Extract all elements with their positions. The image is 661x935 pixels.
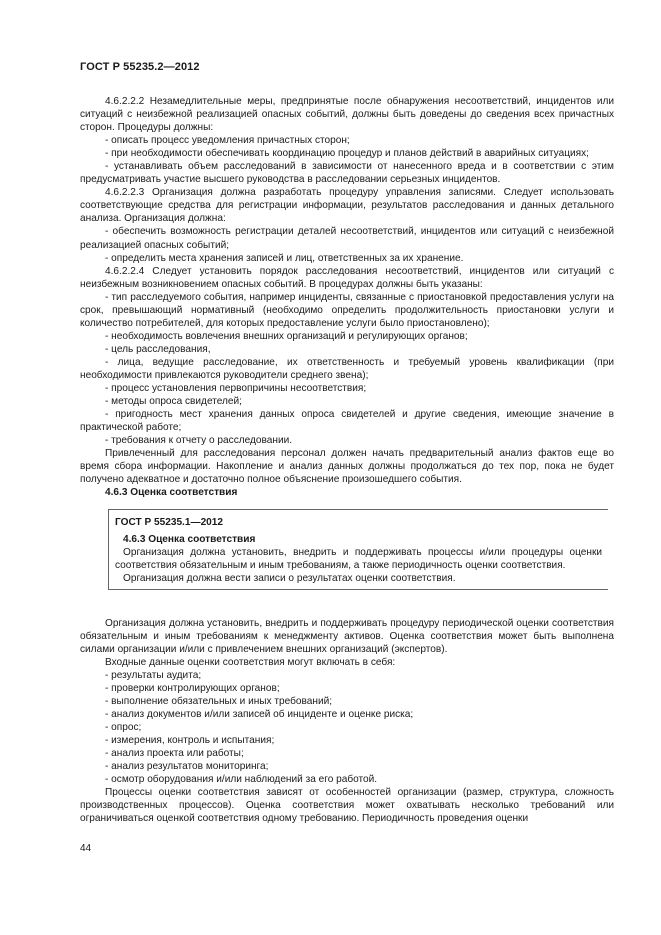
box-paragraph: Организация должна вести записи о результатах оценки соответствия. — [123, 572, 456, 584]
paragraph: - обеспечить возможность регистрации деталей несоответствий, инцидентов или ситуаций с неизбежной реализацией опасных событий; — [80, 226, 614, 251]
paragraph: - тип расследуемого события, например инциденты, связанные с приостановкой предоставления услуги на срок, превышающий нормативный (необходимо определить продолжительность приостановки услуги и количество потребителей, для которых предоставление услуги было приостановлено); — [80, 291, 614, 329]
paragraph: 4.6.2.2.3 Организация должна разработать процедуру управления записями. Следует использовать соответствующие средства для регистрации информации, результатов расследования и данных детального анализа. Организация должна: — [80, 187, 614, 225]
paragraph: Процессы оценки соответствия зависят от особенностей организации (размер, структура, сложность производственных процессов). Оценка соответствия может охватывать несколько требований или ограничиваться оценкой соответствия одному требованию. Периодичность проведения оценки — [80, 787, 614, 825]
paragraph: - анализ проекта или работы; — [105, 748, 244, 760]
paragraph: - лица, ведущие расследование, их ответственность и требуемый уровень квалификации (при необходимости привлекаются руководители среднего звена); — [80, 356, 614, 381]
paragraph: - проверки контролирующих органов; — [105, 682, 280, 694]
paragraph: - определить места хранения записей и лиц, ответственных за их хранение. — [105, 252, 464, 264]
paragraph: - необходимость вовлечения внешних организаций и регулирующих органов; — [105, 330, 468, 342]
document-body — [80, 95, 614, 825]
page-number: 44 — [80, 843, 92, 854]
paragraph: - процесс установления первопричины несоответствия; — [105, 383, 367, 395]
paragraph: - результаты аудита; — [105, 669, 202, 681]
paragraph: - измерения, контроль и испытания; — [105, 735, 275, 747]
section-heading: 4.6.3 Оценка соответствия — [105, 487, 238, 499]
paragraph: - методы опроса свидетелей; — [105, 396, 242, 408]
paragraph: - описать процесс уведомления причастных сторон; — [105, 135, 350, 147]
paragraph: - выполнение обязательных и иных требований; — [105, 695, 333, 707]
paragraph: Входные данные оценки соответствия могут включать в себя: — [105, 656, 396, 668]
box-paragraph: Организация должна установить, внедрить и поддерживать процессы и/или процедуры оценки соответствия обязательным и иным требованиям, а также периодичность оценки соответствия. — [115, 546, 602, 571]
paragraph: - требования к отчету о расследовании. — [105, 435, 293, 447]
paragraph: - опрос; — [105, 722, 142, 734]
paragraph: Организация должна установить, внедрить и поддерживать процедуру периодической оценки соответствия обязательным и иным требованиям к менеджменту активов. Оценка соответствия может быть выполнена силами организации и/или с привлечением внешних организаций (экспертов). — [80, 617, 614, 655]
paragraph: - при необходимости обеспечивать координацию процедур и планов действий в аварийных ситуациях; — [105, 148, 589, 160]
paragraph: 4.6.2.2.2 Незамедлительные меры, предпринятые после обнаружения несоответствий, инцидентов или ситуаций с неизбежной реализацией опасных событий, должны быть доведены до сведения всех причастных сторон. Процедуры должны: — [80, 96, 614, 134]
paragraph: - устанавливать объем расследований в зависимости от нанесенного вреда и в соответствии с этим предусматривать участие высшего руководства в расследовании серьезных инцидентов. — [80, 161, 614, 186]
paragraph: - анализ документов и/или записей об инциденте и оценке риска; — [105, 709, 414, 721]
document-header: ГОСТ Р 55235.2—2012 — [80, 61, 200, 73]
quoted-standard-box — [108, 509, 608, 589]
paragraph: Привлеченный для расследования персонал должен начать предварительный анализ фактов еще во время сбора информации. Накопление и анализ данных должны продолжаться до тех пор, пока не будет получено адекватное и достаточно полное объяснение произошедшего события. — [80, 448, 614, 486]
paragraph: - пригодность мест хранения данных опроса свидетелей и другие сведения, имеющие значение в практической работе; — [80, 409, 614, 434]
paragraph: - анализ результатов мониторинга; — [105, 761, 269, 773]
box-standard-reference: ГОСТ Р 55235.1—2012 — [115, 517, 224, 529]
paragraph: - цель расследования, — [105, 343, 211, 355]
box-section-title: 4.6.3 Оценка соответствия — [123, 533, 256, 545]
paragraph: 4.6.2.2.4 Следует установить порядок расследования несоответствий, инцидентов или ситуаций с неизбежным возникновением опасных событий. В процедурах должны быть указаны: — [80, 265, 614, 290]
paragraph: - осмотр оборудования и/или наблюдений за его работой. — [105, 774, 378, 786]
